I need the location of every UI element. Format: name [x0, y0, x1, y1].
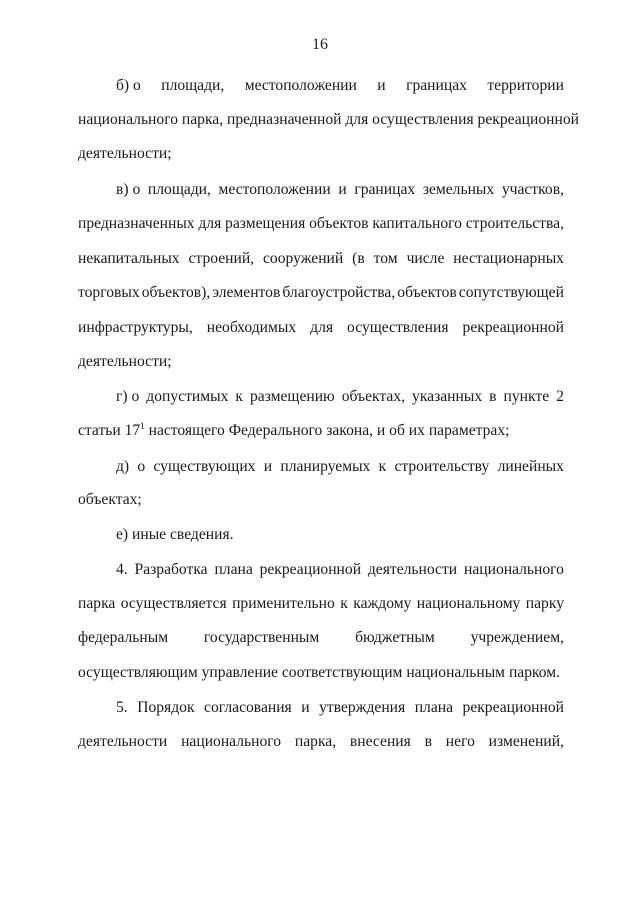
word: изменений,: [488, 733, 564, 750]
word: территории: [487, 77, 564, 94]
word: строительству: [394, 458, 490, 475]
word: капитального: [372, 215, 462, 232]
word: плана: [414, 699, 454, 716]
word: 2: [556, 388, 564, 405]
word: (в: [352, 250, 365, 267]
word: площади,: [161, 77, 225, 94]
word: местоположении: [244, 77, 357, 94]
word: границах: [406, 77, 467, 94]
word: рекреационной: [462, 319, 564, 336]
word: некапитальных: [78, 250, 180, 267]
word: утверждения: [319, 699, 406, 716]
text-line: [78, 628, 564, 648]
word: границах: [354, 181, 416, 198]
word: национального: [463, 561, 564, 578]
text-line: национального парка, предназначенной для осуществления рекреационной: [78, 111, 579, 128]
word: деятельности: [367, 561, 458, 578]
word: участков,: [501, 181, 564, 198]
text-line: осуществляющим управление соответствующим национальным парком.: [78, 664, 561, 681]
word: 5.: [116, 699, 128, 716]
word: объектов),: [141, 284, 211, 301]
word: Разработка: [134, 561, 208, 578]
word: государственным: [203, 629, 320, 646]
word: д): [116, 458, 130, 475]
word: указанных: [412, 388, 483, 405]
word: благоустройства,: [282, 284, 396, 301]
word: рекреационной: [462, 699, 564, 716]
word: Порядок: [137, 699, 195, 716]
word: федеральным: [78, 629, 169, 646]
word: в: [489, 388, 497, 405]
word: необходимых: [206, 319, 297, 336]
word: элементов: [212, 284, 281, 301]
text-line: [78, 318, 564, 338]
word: и: [263, 458, 273, 475]
word: и: [338, 181, 347, 198]
word: учреждением,: [470, 629, 564, 646]
text-line: [116, 180, 564, 200]
text-line: деятельности;: [78, 145, 172, 162]
word: в) о: [116, 181, 141, 198]
word: деятельности: [78, 733, 168, 750]
word: для: [198, 215, 222, 232]
word: и: [377, 77, 386, 94]
text-line: объектах;: [78, 491, 142, 508]
word: парку: [525, 595, 564, 612]
text-line: [116, 457, 564, 477]
word: объектах,: [341, 388, 406, 405]
word: о: [137, 458, 146, 475]
word: числе: [406, 250, 445, 267]
word: применительно: [232, 595, 335, 612]
word: 4.: [116, 561, 128, 578]
text-line: е) иные сведения.: [116, 526, 234, 543]
page-number: 16: [312, 36, 328, 53]
word: сопутствующей: [458, 284, 564, 301]
text-line: [116, 698, 564, 718]
word: сооружений: [263, 250, 344, 267]
text-line: [78, 249, 564, 269]
superscript: 1: [140, 421, 145, 431]
word: к: [378, 458, 387, 475]
text-fragment: настоящего Федерального закона, и об их параметрах;: [144, 422, 510, 439]
word: г) о: [116, 388, 140, 405]
word: линейных: [497, 458, 564, 475]
text-line: [116, 560, 564, 580]
text-fragment: статьи 17: [78, 422, 141, 439]
word: осуществления: [347, 319, 449, 336]
text-line: [116, 387, 564, 407]
word: размещению: [249, 388, 335, 405]
word: размещения: [225, 215, 306, 232]
word: согласования: [204, 699, 292, 716]
word: парка,: [294, 733, 337, 750]
word: планируемых: [280, 458, 371, 475]
text-line: [78, 283, 564, 303]
word: торговых: [78, 284, 140, 301]
word: внесения: [349, 733, 411, 750]
word: б) о: [116, 77, 141, 94]
text-line: [78, 214, 564, 234]
word: в: [424, 733, 432, 750]
word: инфраструктуры,: [78, 319, 193, 336]
word: строений,: [188, 250, 255, 267]
text-line: [116, 76, 564, 96]
word: плана: [214, 561, 253, 578]
word: парка: [78, 595, 116, 612]
word: национальному: [416, 595, 521, 612]
word: земельных: [422, 181, 495, 198]
text-line: [78, 594, 564, 614]
word: к: [235, 388, 243, 405]
word: и: [301, 699, 310, 716]
word: существующих: [153, 458, 256, 475]
word: том: [373, 250, 398, 267]
word: для: [310, 319, 334, 336]
word: местоположении: [218, 181, 331, 198]
word: допустимых: [146, 388, 229, 405]
word: к: [340, 595, 348, 612]
text-line: [78, 732, 564, 752]
word: площади,: [147, 181, 211, 198]
word: рекреационной: [259, 561, 362, 578]
word: осуществляется: [120, 595, 227, 612]
word: него: [445, 733, 475, 750]
word: строительства,: [465, 215, 564, 232]
word: объектов: [309, 215, 369, 232]
word: бюджетным: [355, 629, 435, 646]
word: каждому: [353, 595, 412, 612]
word: предназначенных: [78, 215, 195, 232]
text-line: деятельности;: [78, 353, 172, 370]
text-line: [78, 421, 564, 441]
word: нестационарных: [453, 250, 564, 267]
word: национального: [181, 733, 282, 750]
word: пункте: [503, 388, 550, 405]
word: объектов: [397, 284, 457, 301]
